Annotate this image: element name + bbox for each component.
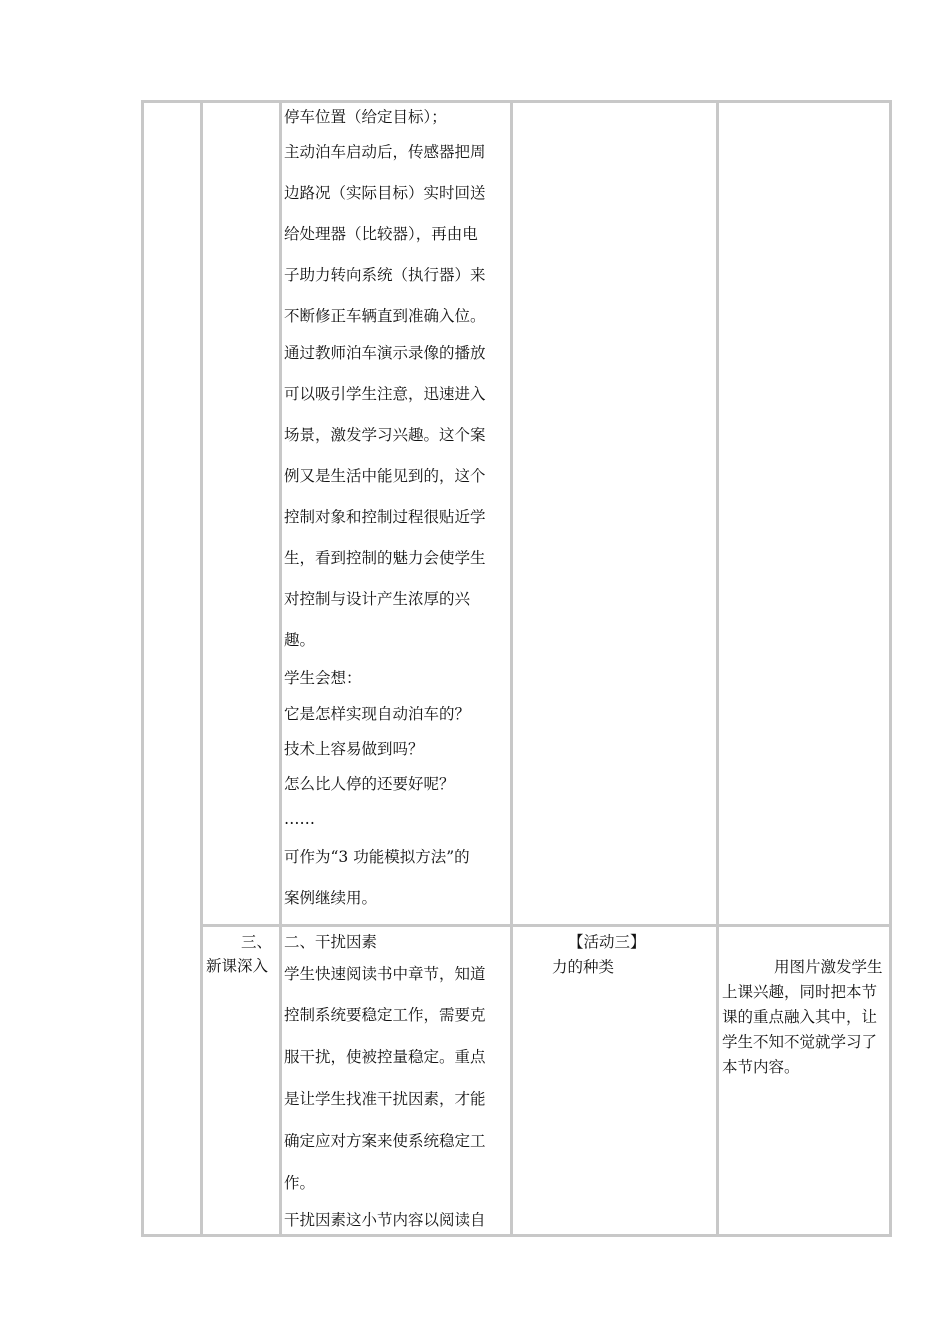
text-line: 例又是生活中能见到的，这个	[284, 467, 486, 485]
text-line: 它是怎样实现自动泊车的？	[284, 705, 471, 723]
text-line: 确定应对方案来使系统稳定工	[284, 1132, 486, 1150]
text-line: 服干扰，使被控量稳定。重点	[284, 1048, 486, 1066]
text-line: 通过教师泊车演示录像的播放	[284, 344, 486, 362]
column-divider-3	[510, 100, 513, 1237]
stage-number: 三、	[240, 933, 272, 951]
text-line: 是让学生找准干扰因素，才能	[284, 1090, 486, 1108]
column-divider-2	[279, 100, 282, 1237]
text-line: 可作为“3 功能模拟方法”的	[284, 848, 470, 866]
text-line: 对控制与设计产生浓厚的兴	[284, 590, 471, 608]
row-divider	[200, 924, 890, 927]
text-line: 用图片激发学生	[774, 958, 883, 976]
text-line: 本节内容。	[722, 1058, 800, 1076]
text-line: 控制对象和控制过程很贴近学	[284, 508, 486, 526]
text-line: 干扰因素这小节内容以阅读自	[284, 1211, 486, 1229]
text-line: 课的重点融入其中，让	[722, 1008, 878, 1026]
text-line: 子助力转向系统（执行器）来	[284, 266, 486, 284]
text-line: 学生会想：	[284, 669, 362, 687]
text-line: 不断修正车辆直到准确入位。	[284, 307, 486, 325]
text-line: 给处理器（比较器），再由电	[284, 225, 478, 243]
text-line: 上课兴趣，同时把本节	[722, 983, 878, 1001]
text-line: 生，看到控制的魅力会使学生	[284, 549, 486, 567]
text-line: ……	[284, 810, 315, 828]
text-line: 学生不知不觉就学习了	[722, 1033, 878, 1051]
text-line: 控制系统要稳定工作，需要克	[284, 1006, 486, 1024]
stage-title: 新课深入	[206, 957, 269, 975]
section-heading: 二、干扰因素	[284, 933, 378, 951]
text-line: 场景，激发学习兴趣。这个案	[284, 426, 486, 444]
column-divider-4	[716, 100, 719, 1237]
activity-label: 【活动三】	[568, 933, 646, 951]
text-line: 停车位置（给定目标）；	[284, 108, 447, 126]
text-line: 可以吸引学生注意，迅速进入	[284, 385, 486, 403]
column-divider-1	[200, 100, 203, 1237]
text-line: 作。	[284, 1174, 316, 1192]
activity-topic: 力的种类	[552, 958, 615, 976]
text-line: 主动泊车启动后，传感器把周	[284, 143, 486, 161]
text-line: 学生快速阅读书中章节，知道	[284, 965, 486, 983]
text-line: 技术上容易做到吗？	[284, 740, 424, 758]
text-line: 案例继续用。	[284, 889, 378, 907]
text-line: 边路况（实际目标）实时回送	[284, 184, 486, 202]
text-line: 怎么比人停的还要好呢？	[284, 775, 455, 793]
text-line: 趣。	[284, 631, 316, 649]
